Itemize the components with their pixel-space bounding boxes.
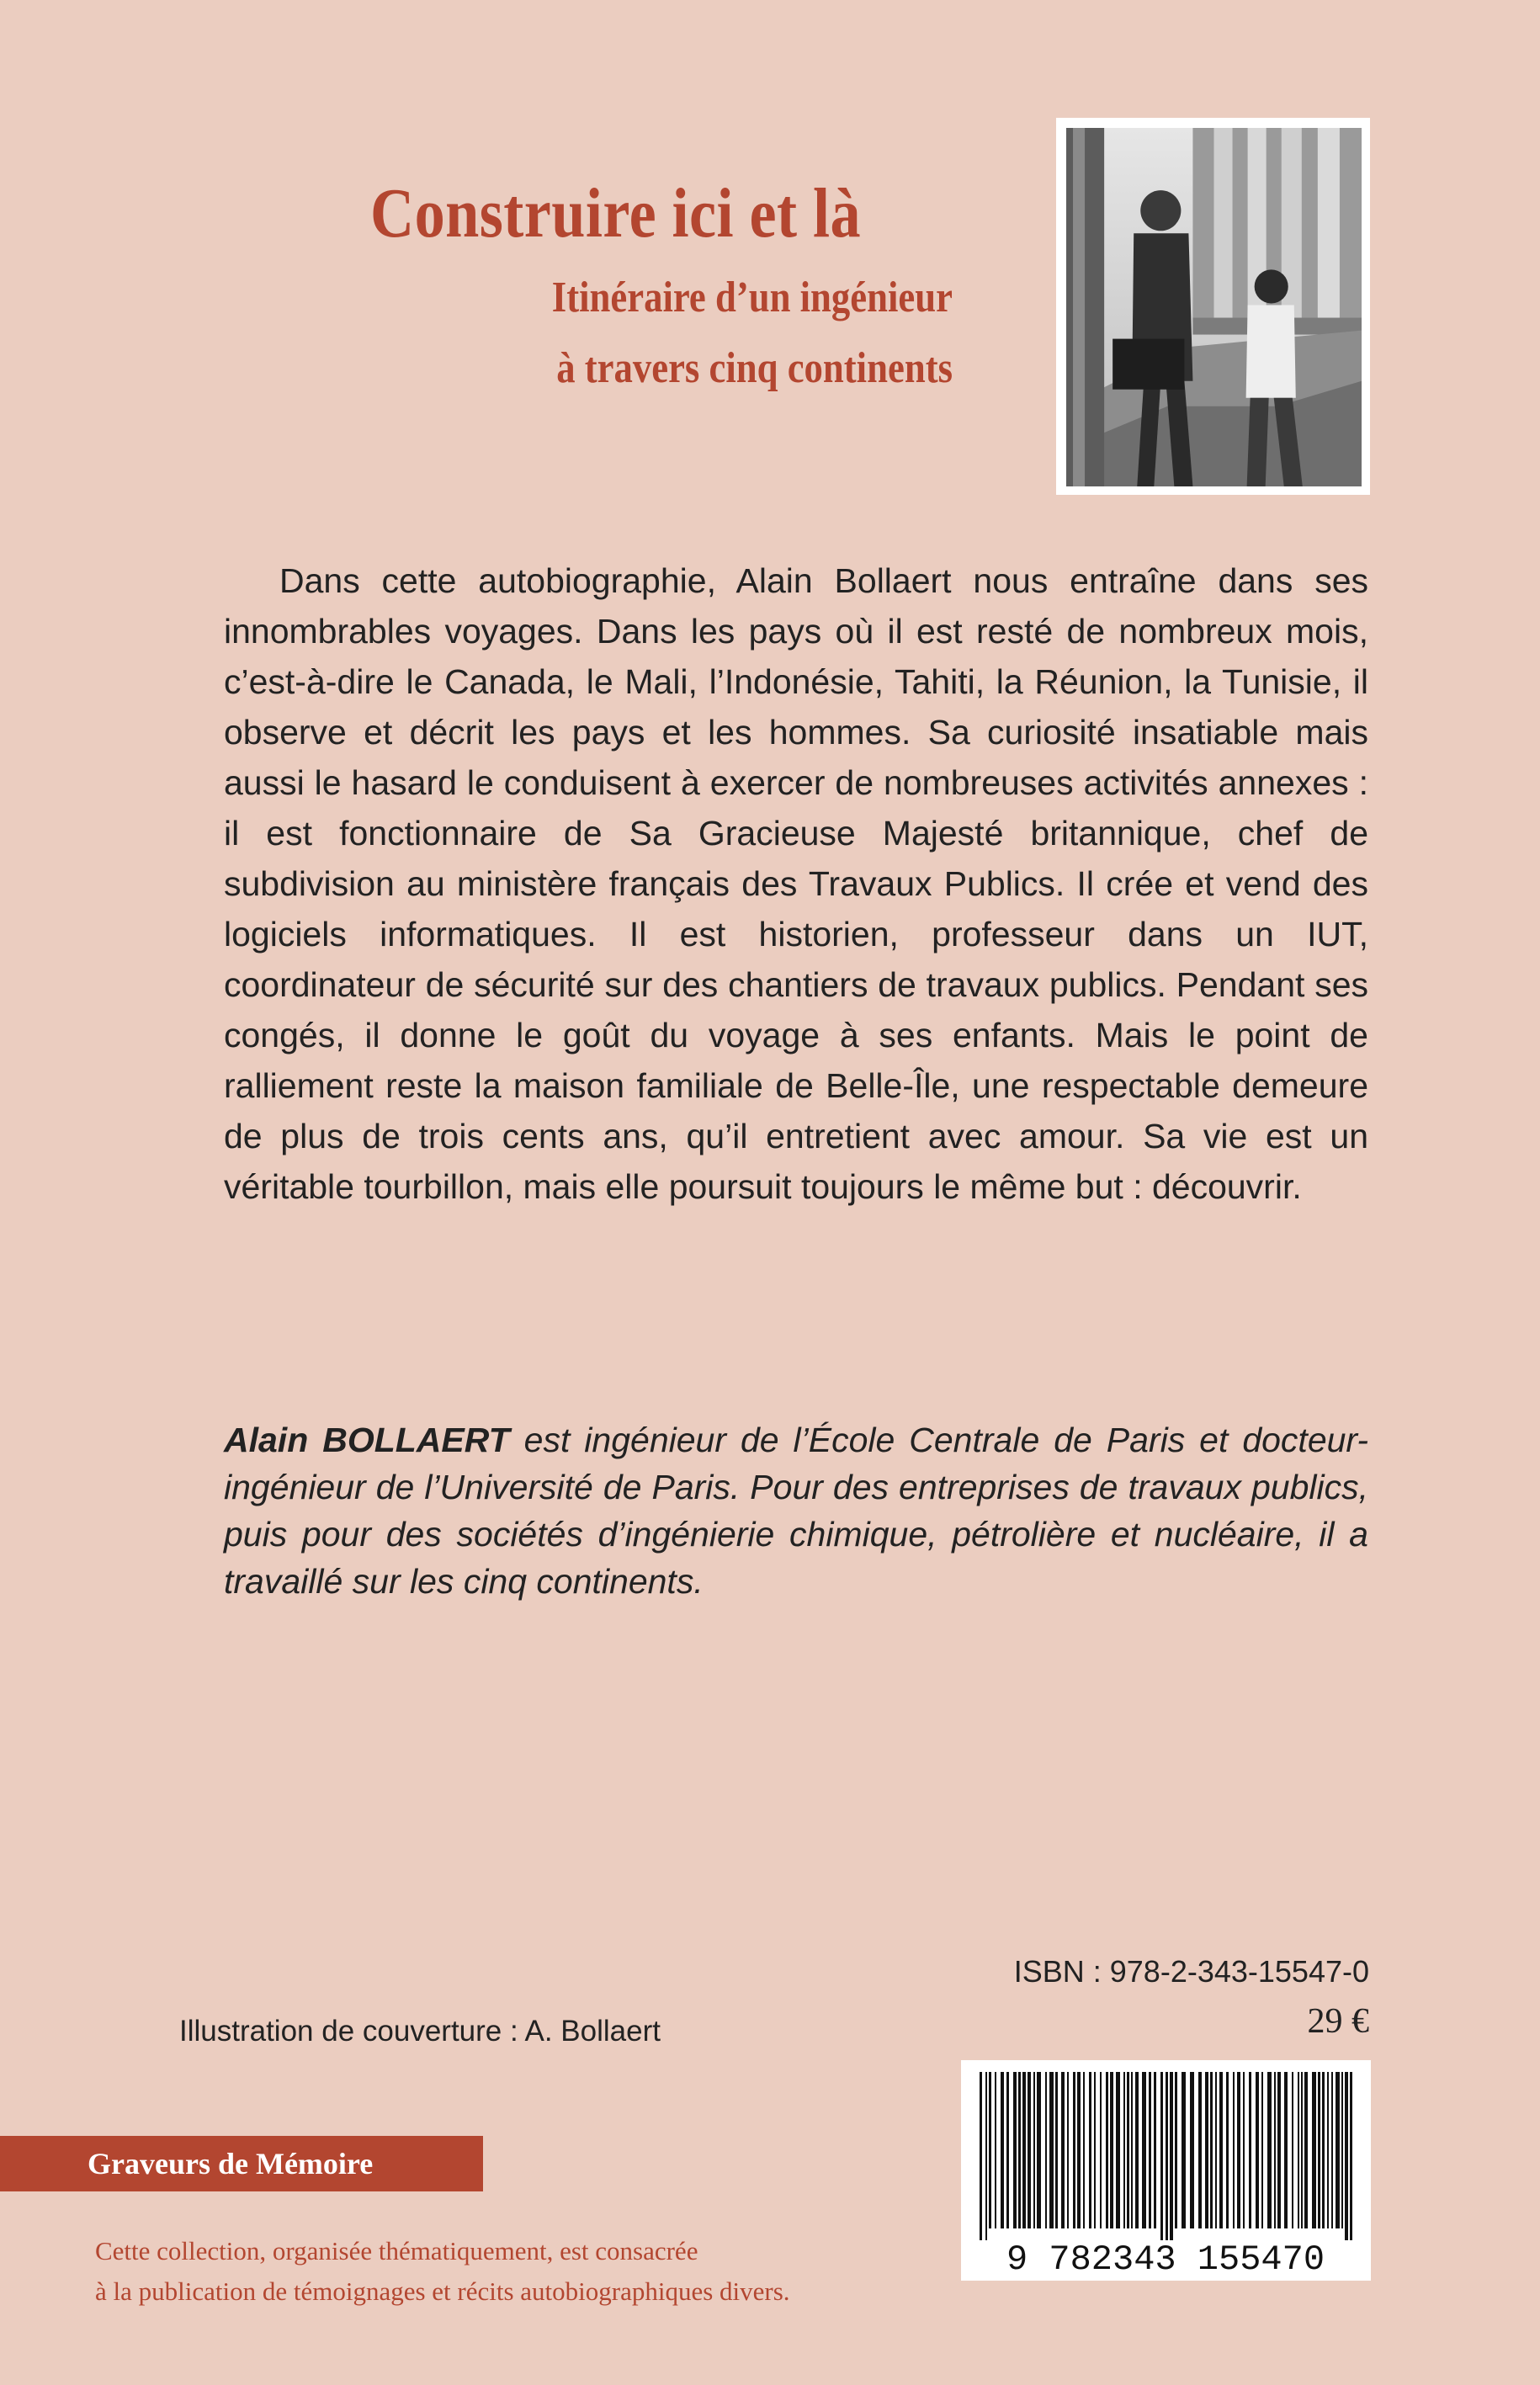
barcode-bar xyxy=(1318,2072,1320,2228)
book-subtitle xyxy=(446,263,953,404)
barcode-bar xyxy=(1284,2072,1288,2228)
barcode-bar xyxy=(985,2072,987,2240)
cover-photo xyxy=(1056,118,1370,495)
barcode-bar xyxy=(1135,2072,1139,2228)
isbn: ISBN : 978-2-343-15547-0 xyxy=(1013,1954,1369,1989)
barcode-bar xyxy=(1106,2072,1108,2228)
summary-paragraph: Dans cette autobiographie, Alain Bollaert nous entraîne dans ses innombrables voyages. Dans les pays où il est resté de nombreux mois, c’est-à-dire le Canada, le Mali, l’Indonésie, Tahiti, la Réunion, la Tunisie, il observe et décrit les pays et les hommes. Sa curiosité insatiable mais aussi le hasard le conduisent à exercer de nombreuses activités annexes : il est fonctionnaire de Sa Gracieuse Majesté britannique, chef de subdivision au ministère français des Travaux Publics. Il crée et vend des logiciels informatiques. Il est historien, professeur dans un IUT, coordinateur de sécurité sur des chantiers de travaux publics. Pendant ses congés, il donne le goût du voyage à ses enfants. Mais le point de ralliement reste la maison familiale de Belle-Île, une respectable demeure de plus de trois cents ans, qu’il entretient avec amour. Sa vie est un véritable tourbillon, mais elle poursuit toujours le même but : découvrir. xyxy=(224,561,1368,1206)
photo-illustration xyxy=(1066,128,1362,486)
collection-description xyxy=(95,2231,852,2312)
barcode-bar xyxy=(1322,2072,1325,2228)
barcode-bar xyxy=(1049,2072,1054,2228)
barcode-bar xyxy=(1274,2072,1276,2228)
barcode-bar xyxy=(1061,2072,1065,2228)
book-title: Construire ici et là xyxy=(370,174,862,252)
barcode-bar xyxy=(1341,2072,1343,2228)
barcode-bar xyxy=(1055,2072,1058,2228)
barcode-bar xyxy=(1198,2072,1202,2228)
barcode-bar xyxy=(1175,2072,1177,2228)
barcode-bar xyxy=(1261,2072,1263,2228)
barcode-bar xyxy=(1022,2072,1026,2228)
barcode-bar xyxy=(1304,2072,1308,2228)
barcode-bar xyxy=(1219,2072,1223,2228)
barcode-bar xyxy=(1116,2072,1120,2228)
barcode-bar xyxy=(1210,2072,1213,2228)
illustration-credit: Illustration de couverture : A. Bollaert xyxy=(179,2015,661,2048)
barcode-bar xyxy=(1331,2072,1333,2228)
barcode-bar xyxy=(1094,2072,1096,2228)
barcode-bar xyxy=(1127,2072,1129,2228)
barcode-bar xyxy=(1190,2072,1194,2228)
barcode-bar xyxy=(1142,2072,1146,2228)
barcode-bar xyxy=(1205,2072,1208,2228)
barcode-bar xyxy=(1123,2072,1125,2228)
barcode-bar xyxy=(1301,2072,1303,2228)
barcode-bar xyxy=(1154,2072,1156,2228)
barcode-bar xyxy=(1170,2072,1173,2240)
barcode-bar xyxy=(1327,2072,1329,2228)
barcode-bar xyxy=(1045,2072,1047,2228)
barcode-bar xyxy=(1277,2072,1281,2228)
collection-desc-line-2: à la publication de témoignages et récits autobiographiques divers. xyxy=(95,2276,790,2306)
barcode-digits: 9 782343 155470 xyxy=(1006,2239,1325,2280)
barcode-bar xyxy=(1110,2072,1113,2228)
barcode-bar xyxy=(1149,2072,1151,2228)
barcode-bar xyxy=(1037,2072,1041,2228)
barcode-bar xyxy=(1336,2072,1340,2228)
author-bio xyxy=(224,1416,1368,1605)
barcode-bar xyxy=(1083,2072,1085,2228)
barcode-bar xyxy=(1067,2072,1069,2228)
barcode-bar xyxy=(1028,2072,1031,2228)
barcode-bar xyxy=(1256,2072,1259,2228)
barcode-icon xyxy=(961,2060,1371,2281)
barcode-bar xyxy=(1215,2072,1217,2228)
barcode-bar xyxy=(989,2072,991,2228)
barcode-bar xyxy=(1298,2072,1299,2228)
barcode-bar xyxy=(1073,2072,1075,2228)
barcode-bar xyxy=(1345,2072,1348,2240)
barcode-bar xyxy=(1267,2072,1272,2228)
barcode-bar xyxy=(1292,2072,1293,2228)
barcode-bar xyxy=(1018,2072,1021,2228)
author-name: Alain BOLLAERT xyxy=(224,1421,510,1459)
barcode-bar xyxy=(1089,2072,1091,2228)
barcode-bar xyxy=(1033,2072,1035,2228)
barcode-bar xyxy=(1249,2072,1251,2228)
barcode-bar xyxy=(1013,2072,1017,2228)
barcode-bar xyxy=(1001,2072,1004,2228)
book-summary xyxy=(224,555,1368,1212)
collection-desc-line-1: Cette collection, organisée thématiquement, est consacrée xyxy=(95,2236,698,2265)
barcode-bar xyxy=(995,2072,996,2228)
barcode-bar xyxy=(1131,2072,1133,2228)
author-bio-text: est ingénieur de l’École Centrale de Paris et docteur-ingénieur de l’Université de Paris. Pour des entreprises de travaux publics, puis pour des sociétés d’ingénierie chimique, pétrolière et nucléaire, il a travaillé sur les cinq continents. xyxy=(224,1421,1368,1601)
barcode-bar xyxy=(1243,2072,1245,2228)
barcode-bar xyxy=(1160,2072,1163,2240)
barcode-bar xyxy=(1233,2072,1235,2228)
barcode-bar xyxy=(1100,2072,1102,2228)
collection-name: Graveurs de Mémoire xyxy=(0,2136,483,2191)
subtitle-line-2: à travers cinq continents xyxy=(556,344,953,392)
price: 29 € xyxy=(1307,2002,1369,2041)
barcode-bar xyxy=(1006,2072,1009,2228)
subtitle-line-1: Itinéraire d’un ingénieur xyxy=(551,274,953,321)
barcode-bar xyxy=(1350,2072,1352,2240)
barcode-bar xyxy=(1182,2072,1186,2228)
barcode-bar xyxy=(980,2072,982,2240)
barcode-bar xyxy=(1226,2072,1229,2228)
barcode-bar xyxy=(1166,2072,1168,2240)
barcode-bar xyxy=(1237,2072,1240,2228)
barcode-bar xyxy=(1312,2072,1316,2228)
barcode-bar xyxy=(1077,2072,1081,2228)
barcode xyxy=(961,2060,1371,2281)
